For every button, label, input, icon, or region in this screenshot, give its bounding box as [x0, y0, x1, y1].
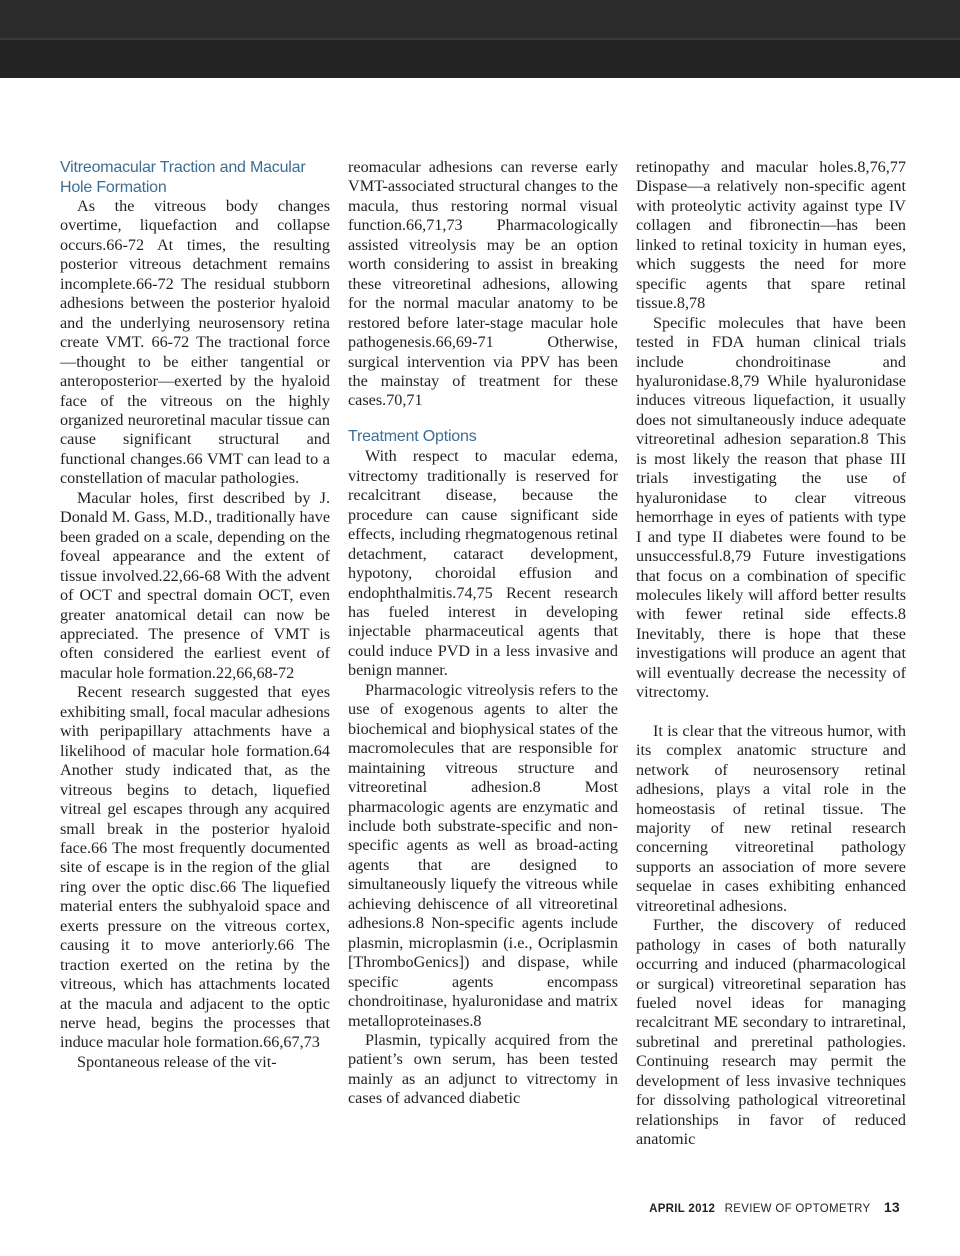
paragraph: Plasmin, typically acquired from the patient’s own serum, has been tested mainly as an adjunct to vitrectomy in cases of advanced diabetic	[348, 1030, 618, 1108]
section-heading-treatment: Treatment Options	[348, 427, 477, 445]
paragraph: retinopathy and macular holes.8,76,77 Dispase—a relatively non-specific agent with proteolytic activity against type IV collagen and fibronectin—has been linked to retinal toxicity in human eyes, which suggests the need for more specific agents that spare retinal tissue.8,78	[636, 158, 906, 313]
page-number: 13	[883, 1199, 900, 1215]
issue-date: APRIL 2012	[649, 1203, 716, 1215]
section-break	[636, 703, 906, 722]
top-banner	[0, 0, 960, 78]
magazine-title: REVIEW OF OPTOMETRY	[724, 1203, 871, 1215]
paragraph: Spontaneous release of the vit-	[77, 1052, 277, 1071]
banner-divider	[0, 38, 960, 40]
paragraph: Specific molecules that have been tested in FDA human clinical trials include chondroitinase and hyaluronidase.8,79 While hyaluronidase induces vitreous liquefaction, it usually does not simultaneously induce adequate vitreoretinal adhesion separation.8 This is most likely the reason that phase III trials investigating the use of hyaluronidase to clear vitreous hemorrhage in eyes of patients with type I and type II diabetes were found to be unsuccessful.8,79 Future investigations that focus on a combination of specific molecules likely will afford better results with fewer retinal side effects.8 Inevitably, there is hope that these investigations will produce an agent that will eventually decrease the necessity of vitrectomy.	[636, 313, 906, 702]
paragraph: Further, the discovery of reduced pathology in cases of both naturally occurring and induced (pharmacological or surgical) vitreoretinal separation has fueled novel ideas for managing recalcitrant ME secondary to intraretinal, subretinal and preretinal pathologies. Continuing research may permit the development of less invasive techniques for dissolving pathological vitreoretinal relationships in favor of reduced anatomic	[636, 916, 906, 1149]
page-footer	[649, 1199, 900, 1215]
paragraph: reomacular adhesions can reverse early VMT-associated structural changes to the macula, thus restoring normal visual function.66,71,73 Pharmacologically assisted vitreolysis may be an option worth considering to assist in breaking these vitreoretinal adhesions, allowing for the normal macular anatomy to be restored before later-stage macular hole pathogenesis.66,69-71 Otherwise, surgical intervention via PPV has been the mainstay of treatment for these cases.70,71	[348, 158, 618, 410]
paragraph: Recent research suggested that eyes exhibiting small, focal macular adhesions with peripapillary attachments have a likelihood of macular hole formation.64 Another study indicated that, as the vitreous begins to detach, liquefied vitreal gel escapes through any acquired small break in the posterior hyaloid face.66 The most frequently documented site of escape is in the region of the glial ring over the optic disc.66 The liquefied material enters the subhyaloid space and exerts pressure on the vitreous cortex, causing it to move anteriorly.66 The traction exerted on the retina by the vitreous, which has attachments located at the macula and adjacent to the optic nerve head, begins the processes that induce macular hole formation.66,67,73	[60, 683, 330, 1052]
paragraph: It is clear that the vitreous humor, with its complex anatomic structure and network of neurosensory retinal adhesions, plays a vital role in the homeostasis of retinal tissue. The majority of new retinal research concerning vitreoretinal pathology supports an association of more severe sequelae in cases exhibiting enhanced vitreoretinal adhesions.	[636, 721, 906, 915]
paragraph: As the vitreous body changes overtime, liquefaction and collapse occurs.66-72 At times, the resulting posterior vitreous detachment remains incomplete.66-72 The residual stubborn adhesions between the posterior hyaloid and the underlying neurosensory retina create VMT. 66-72 The tractional force—thought to be either tangential or anteroposterior—exerted by the hyaloid face of the vitreous on the highly organized neuroretinal macular tissue can cause significant structural and functional changes.66 VMT can lead to a constellation of macular pathologies.	[60, 197, 330, 488]
section-heading-vmt: Vitreomacular Traction and Macular Hole Formation	[60, 159, 306, 196]
paragraph: Pharmacologic vitreolysis refers to the use of exogenous agents to alter the biochemical and biophysical states of the macromolecules that are responsible for maintaining vitreous structure and vitreoretinal adhesion.8 Most pharmacologic agents are enzymatic and include both substrate-specific and non-specific agents as well as broad-acting agents that are designed to simultaneously liquefy the vitreous while achieving dehiscence of all vitreoretinal adhesions.8 Non-specific agents include plasmin, microplasmin (i.e., Ocriplasmin [ThromboGenics]) and dispase, while specific agents encompass chondroitinase, hyaluronidase and matrix metalloproteinases.8	[348, 680, 618, 1030]
column-2	[348, 158, 618, 1109]
paragraph: Macular holes, first described by J. Donald M. Gass, M.D., traditionally have been graded on a scale, depending on the foveal appearance and the extent of tissue involved.22,66-68 With the advent of OCT and spectral domain OCT, even greater anatomical detail can now be appreciated. The presence of VMT is often considered the earliest event of macular hole formation.22,66,68-72	[60, 488, 330, 682]
column-1	[60, 158, 330, 1072]
column-3	[636, 158, 906, 1150]
paragraph: With respect to macular edema, vitrectomy traditionally is reserved for recalcitrant disease, because the procedure can cause significant side effects, including rhegmatogenous retinal detachment, cataract development, hypotony, choroidal effusion and endophthalmitis.74,75 Recent research has fueled interest in developing injectable pharmaceutical agents that could induce PVD in a less invasive and benign manner.	[348, 447, 618, 680]
